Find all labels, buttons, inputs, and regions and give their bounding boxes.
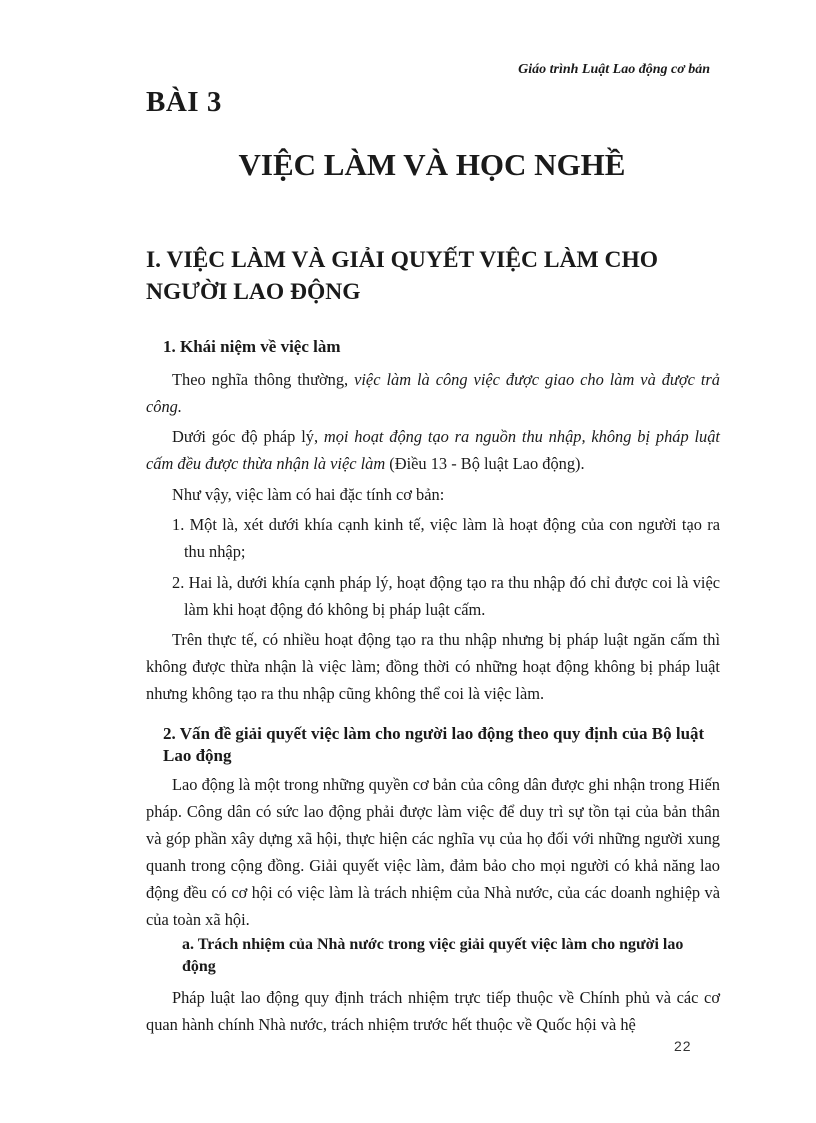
paragraph-italic-text: việc làm là công việc được giao cho làm và được trả công. (146, 370, 720, 416)
paragraph-labor-right: Lao động là một trong những quyền cơ bản của công dân được ghi nhận trong Hiến pháp. Công dân có sức lao động phải được làm việc để duy trì sự tồn tại của bản thân và góp phần xây dựng xã hội, thực hiện các nghĩa vụ của họ đối với những người xung quanh trong cộng đồng. Giải quyết việc làm, đảm bảo cho mọi người có khả năng lao động đều có cơ hội có việc làm là trách nhiệm của Nhà nước, của các doanh nghiệp và của toàn xã hội. (146, 775, 720, 929)
paragraph-italic-text: mọi hoạt động tạo ra nguồn thu nhập, không bị pháp luật cấm đều được thừa nhận là việc làm (146, 427, 720, 473)
running-head: Giáo trình Luật Lao động cơ bản (518, 62, 710, 77)
paragraph-characteristics-intro: Như vậy, việc làm có hai đặc tính cơ bản: (172, 485, 445, 504)
subsection-heading-a: a. Trách nhiệm của Nhà nước trong việc giải quyết việc làm cho người lao động (182, 936, 684, 975)
paragraph-definition-legal (146, 423, 720, 477)
subsection-heading-2: 2. Vấn đề giải quyết việc làm cho người lao động theo quy định của Bộ luật Lao động (163, 724, 705, 765)
list-item-economic: 1. Một là, xét dưới khía cạnh kinh tế, việc làm là hoạt động của con người tạo ra thu nhập; (172, 515, 720, 561)
list-item-legal: 2. Hai là, dưới khía cạnh pháp lý, hoạt động tạo ra thu nhập đó chỉ được coi là việc làm khi hoạt động đó không bị pháp luật cấm. (172, 573, 720, 619)
chapter-title: VIỆC LÀM VÀ HỌC NGHỀ (238, 147, 626, 182)
paragraph-tail-text: (Điều 13 - Bộ luật Lao động). (385, 454, 585, 473)
paragraph-lead-text: Theo nghĩa thông thường, (172, 370, 355, 389)
lesson-label: BÀI 3 (146, 86, 222, 118)
section-title: I. VIỆC LÀM VÀ GIẢI QUYẾT VIỆC LÀM CHO NGƯỜI LAO ĐỘNG (146, 247, 659, 305)
subsection-heading-1: 1. Khái niệm về việc làm (163, 337, 341, 356)
page-number: 22 (674, 1038, 692, 1054)
paragraph-lead-text: Dưới góc độ pháp lý, (172, 427, 324, 446)
paragraph-state-responsibility: Pháp luật lao động quy định trách nhiệm trực tiếp thuộc về Chính phủ và các cơ quan hành chính Nhà nước, trách nhiệm trước hết thuộc về Quốc hội và hệ (146, 988, 720, 1034)
paragraph-definition-common (146, 366, 720, 420)
paragraph-in-practice: Trên thực tế, có nhiều hoạt động tạo ra thu nhập nhưng bị pháp luật ngăn cấm thì không được thừa nhận là việc làm; đồng thời có những hoạt động không bị pháp luật nhưng không tạo ra thu nhập cũng không thể coi là việc làm. (146, 630, 720, 703)
